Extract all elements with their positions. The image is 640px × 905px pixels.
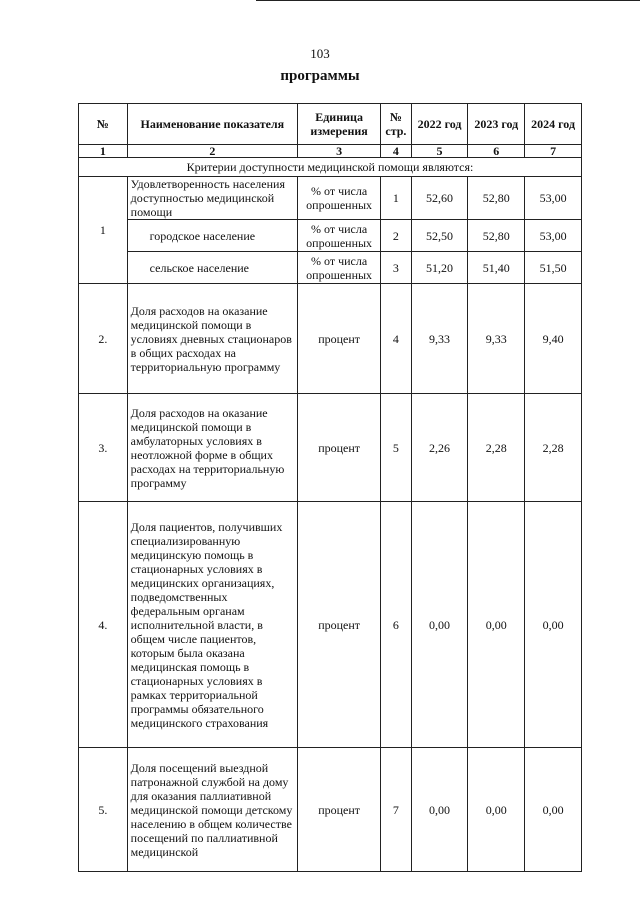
row-number: 7 (381, 748, 411, 872)
value-2022: 52,50 (411, 220, 468, 252)
indicator-unit: процент (298, 748, 381, 872)
indicator-name: Доля расходов на оказание медицинской помощи в амбулаторных условиях в неотложной форме в общих расходах на территориальную программу (127, 394, 297, 502)
table-row (79, 394, 582, 502)
page-number: 103 (310, 46, 330, 61)
indicator-name: Удовлетворенность населения доступностью медицинской помощи (127, 177, 297, 220)
value-2022: 9,33 (411, 284, 468, 394)
column-number: 1 (79, 145, 128, 158)
table-row (79, 220, 582, 252)
indicator-name: Доля пациентов, получивших специализированную медицинскую помощь в стационарных условиях в медицинских организациях, подведомственных федеральным органам исполнительной власти, в общем числе пациентов, которым была оказана медицинская помощь в стационарных условиях в рамках территориальной программы обязательного медицинского страхования (127, 502, 297, 748)
column-number: 6 (468, 145, 525, 158)
table-row (79, 748, 582, 872)
value-2023: 9,33 (468, 284, 525, 394)
value-2022: 51,20 (411, 252, 468, 284)
column-number: 5 (411, 145, 468, 158)
indicator-name: Доля расходов на оказание медицинской помощи в условиях дневных стационаров в общих расходах на территориальную программу (127, 284, 297, 394)
row-index: 1 (79, 177, 128, 284)
table-row (79, 284, 582, 394)
value-2022: 2,26 (411, 394, 468, 502)
row-number: 1 (381, 177, 411, 220)
column-number: 7 (525, 145, 582, 158)
value-2023: 52,80 (468, 220, 525, 252)
indicator-unit: процент (298, 502, 381, 748)
header-year-2024: 2024 год (525, 104, 582, 145)
column-number: 3 (298, 145, 381, 158)
row-number: 6 (381, 502, 411, 748)
row-number: 5 (381, 394, 411, 502)
section-row (79, 158, 582, 177)
column-numbers-row (79, 145, 582, 158)
header-indicator-name: Наименование показателя (127, 104, 297, 145)
indicator-unit: % от числа опрошенных (298, 220, 381, 252)
value-2023: 52,80 (468, 177, 525, 220)
header-row-number: № стр. (381, 104, 411, 145)
header-number: № (79, 104, 128, 145)
value-2022: 0,00 (411, 502, 468, 748)
row-index: 4. (79, 502, 128, 748)
section-title: Критерии доступности медицинской помощи являются: (79, 158, 582, 177)
table-row (79, 502, 582, 748)
indicator-unit: процент (298, 394, 381, 502)
header-year-2023: 2023 год (468, 104, 525, 145)
table-row (79, 252, 582, 284)
value-2024: 53,00 (525, 220, 582, 252)
value-2023: 51,40 (468, 252, 525, 284)
indicator-name: Доля посещений выездной патронажной службой на дому для оказания паллиативной медицинской помощи детскому населению в общем количестве посещений по паллиативной медицинской (127, 748, 297, 872)
row-number: 4 (381, 284, 411, 394)
value-2024: 9,40 (525, 284, 582, 394)
indicator-name: сельское население (127, 252, 297, 284)
value-2024: 2,28 (525, 394, 582, 502)
top-rule (256, 0, 640, 1)
column-number: 4 (381, 145, 411, 158)
header-year-2022: 2022 год (411, 104, 468, 145)
row-index: 5. (79, 748, 128, 872)
document-heading: программы (280, 68, 360, 84)
value-2024: 53,00 (525, 177, 582, 220)
value-2023: 0,00 (468, 502, 525, 748)
indicator-unit: % от числа опрошенных (298, 252, 381, 284)
value-2023: 0,00 (468, 748, 525, 872)
indicators-table (78, 103, 582, 872)
table-row (79, 177, 582, 220)
row-number: 3 (381, 252, 411, 284)
header-row (79, 104, 582, 145)
column-number: 2 (127, 145, 297, 158)
value-2022: 0,00 (411, 748, 468, 872)
row-index: 2. (79, 284, 128, 394)
header-unit: Единица измерения (298, 104, 381, 145)
value-2024: 0,00 (525, 502, 582, 748)
value-2022: 52,60 (411, 177, 468, 220)
value-2024: 0,00 (525, 748, 582, 872)
indicator-unit: процент (298, 284, 381, 394)
row-index: 3. (79, 394, 128, 502)
indicator-name: городское население (127, 220, 297, 252)
row-number: 2 (381, 220, 411, 252)
value-2023: 2,28 (468, 394, 525, 502)
value-2024: 51,50 (525, 252, 582, 284)
indicator-unit: % от числа опрошенных (298, 177, 381, 220)
